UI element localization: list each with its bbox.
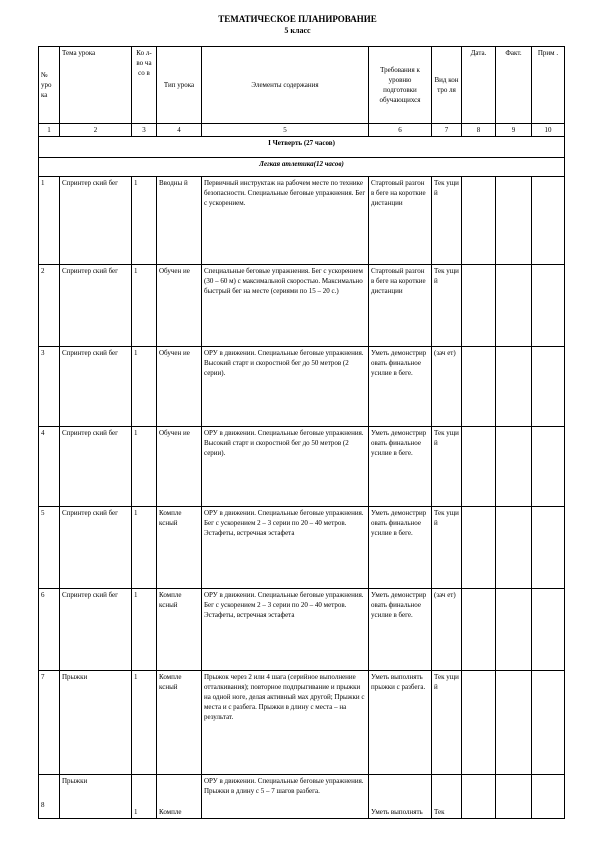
lesson-hours: 1 [132,265,157,347]
lesson-elements: Первичный инструктаж на рабочем месте по технике безопасности. Специальные беговые упражнения. Бег с ускорением. [202,177,369,265]
lesson-row [39,775,565,819]
header-type: Тип урока [157,47,202,124]
lesson-type: Обучен ие [157,347,202,427]
lesson-type: Компле ксный [157,671,202,775]
lesson-type: Компле [157,775,202,819]
lesson-row [39,671,565,775]
lesson-requirements: Уметь выполнять [369,775,432,819]
header-row [39,47,565,124]
lesson-number: 8 [39,775,60,819]
lesson-elements: Прыжок через 2 или 4 шага (серийное выполнение отталкивания); повторное подпрыгивание и прыжки на одной ноге, делая активный мах другой; Прыжки с места и с разбега. Прыжки в длину с места – на результат. [202,671,369,775]
lesson-hours: 1 [132,507,157,589]
column-number: 2 [60,124,132,137]
lesson-date [462,671,496,775]
lesson-topic: Прыжки [60,775,132,819]
lesson-hours: 1 [132,347,157,427]
section-row [39,158,565,177]
quarter-heading: I Четверть (27 часов) [39,137,565,158]
lesson-number: 4 [39,427,60,507]
lesson-elements: ОРУ в движении. Специальные беговые упражнения. Высокий старт и скоростной бег до 50 метров (2 серии). [202,347,369,427]
lesson-hours: 1 [132,775,157,819]
lesson-requirements: Уметь демонстрир овать финальное усилие в беге. [369,589,432,671]
lesson-fact [496,347,532,427]
lesson-requirements: Стартовый разгон в беге на короткие дистанции [369,177,432,265]
column-number: 9 [496,124,532,137]
lesson-requirements: Уметь выполнять прыжки с разбега. [369,671,432,775]
lesson-requirements: Уметь демонстрир овать финальное усилие в беге. [369,427,432,507]
lesson-note [532,347,565,427]
column-number-row [39,124,565,137]
lesson-topic: Спринтер ский бег [60,347,132,427]
lesson-number: 6 [39,589,60,671]
column-number: 1 [39,124,60,137]
lesson-number: 3 [39,347,60,427]
section-heading: Легкая атлетика(12 часов) [39,158,565,177]
lesson-fact [496,265,532,347]
header-control: Вид кон тро ля [432,47,462,124]
lesson-fact [496,671,532,775]
quarter-row [39,137,565,158]
column-number: 8 [462,124,496,137]
column-number: 7 [432,124,462,137]
lesson-hours: 1 [132,589,157,671]
page-subtitle: 5 класс [284,26,311,35]
lesson-elements: ОРУ в движении. Специальные беговые упражнения. Прыжки в длину с 5 – 7 шагов разбега. [202,775,369,819]
lesson-row [39,589,565,671]
lesson-control: Тек ущи й [432,177,462,265]
lesson-control: Тек [432,775,462,819]
lesson-elements: ОРУ в движении. Специальные беговые упражнения. Высокий старт и скоростной бег до 50 метров (2 серии). [202,427,369,507]
lesson-elements: ОРУ в движении. Специальные беговые упражнения. Бег с ускорением 2 – 3 серии по 20 – 40 метров. Эстафеты, встречная эстафета [202,507,369,589]
lesson-type: Обучен ие [157,265,202,347]
lesson-note [532,775,565,819]
lesson-control: Тек ущи й [432,427,462,507]
lesson-row [39,427,565,507]
header-elements: Элементы содержания [202,47,369,124]
lesson-control: (зач ет) [432,589,462,671]
column-number: 6 [369,124,432,137]
planning-table [38,46,565,819]
lesson-requirements: Уметь демонстрир овать финальное усилие в беге. [369,347,432,427]
header-requirements: Требования к уровню подготовки обучающихся [369,47,432,124]
lesson-note [532,507,565,589]
lesson-topic: Спринтер ский бег [60,427,132,507]
header-fact: Факт. [496,47,532,124]
lesson-elements: ОРУ в движении. Специальные беговые упражнения. Бег с ускорением 2 – 3 серии по 20 – 40 метров. Эстафеты, встречная эстафета [202,589,369,671]
lesson-date [462,347,496,427]
lesson-hours: 1 [132,177,157,265]
header-hours: Ко л- во ча со в [132,47,157,124]
lesson-type: Компле ксный [157,589,202,671]
lesson-note [532,671,565,775]
lesson-hours: 1 [132,671,157,775]
column-number: 4 [157,124,202,137]
lesson-control: Тек ущи й [432,265,462,347]
lesson-date [462,427,496,507]
lesson-row [39,265,565,347]
lesson-number: 1 [39,177,60,265]
lesson-note [532,177,565,265]
header-note: Прим . [532,47,565,124]
lesson-type: Обучен ие [157,427,202,507]
lesson-fact [496,177,532,265]
lesson-hours: 1 [132,427,157,507]
header-date: Дата. [462,47,496,124]
lesson-row [39,177,565,265]
lesson-topic: Спринтер ский бег [60,507,132,589]
column-number: 3 [132,124,157,137]
lesson-number: 2 [39,265,60,347]
lesson-date [462,507,496,589]
lesson-fact [496,589,532,671]
column-number: 10 [532,124,565,137]
lesson-note [532,265,565,347]
lesson-topic: Спринтер ский бег [60,177,132,265]
lesson-topic: Прыжки [60,671,132,775]
page-title: ТЕМАТИЧЕСКОЕ ПЛАНИРОВАНИЕ [218,14,377,24]
lesson-row [39,347,565,427]
lesson-fact [496,427,532,507]
lesson-date [462,265,496,347]
lesson-number: 5 [39,507,60,589]
lesson-row [39,507,565,589]
lesson-topic: Спринтер ский бег [60,265,132,347]
lesson-date [462,775,496,819]
lesson-type: Вводны й [157,177,202,265]
lesson-date [462,177,496,265]
lesson-topic: Спринтер ский бег [60,589,132,671]
header-topic: Тема урока [60,47,132,124]
lesson-type: Компле ксный [157,507,202,589]
lesson-fact [496,775,532,819]
lesson-requirements: Уметь демонстрир овать финальное усилие в беге. [369,507,432,589]
lesson-control: Тек ущи й [432,507,462,589]
lesson-control: (зач ет) [432,347,462,427]
lesson-note [532,589,565,671]
lesson-requirements: Стартовый разгон в беге на короткие дистанции [369,265,432,347]
column-number: 5 [202,124,369,137]
header-num: № уро ка [39,47,60,124]
lesson-number: 7 [39,671,60,775]
lesson-elements: Специальные беговые упражнения. Бег с ускорением (30 – 60 м) с максимальной скоростью. Максимально быстрый бег на месте (сериями по 15 – 20 с.) [202,265,369,347]
lesson-note [532,427,565,507]
lesson-fact [496,507,532,589]
lesson-date [462,589,496,671]
lesson-control: Тек ущи й [432,671,462,775]
